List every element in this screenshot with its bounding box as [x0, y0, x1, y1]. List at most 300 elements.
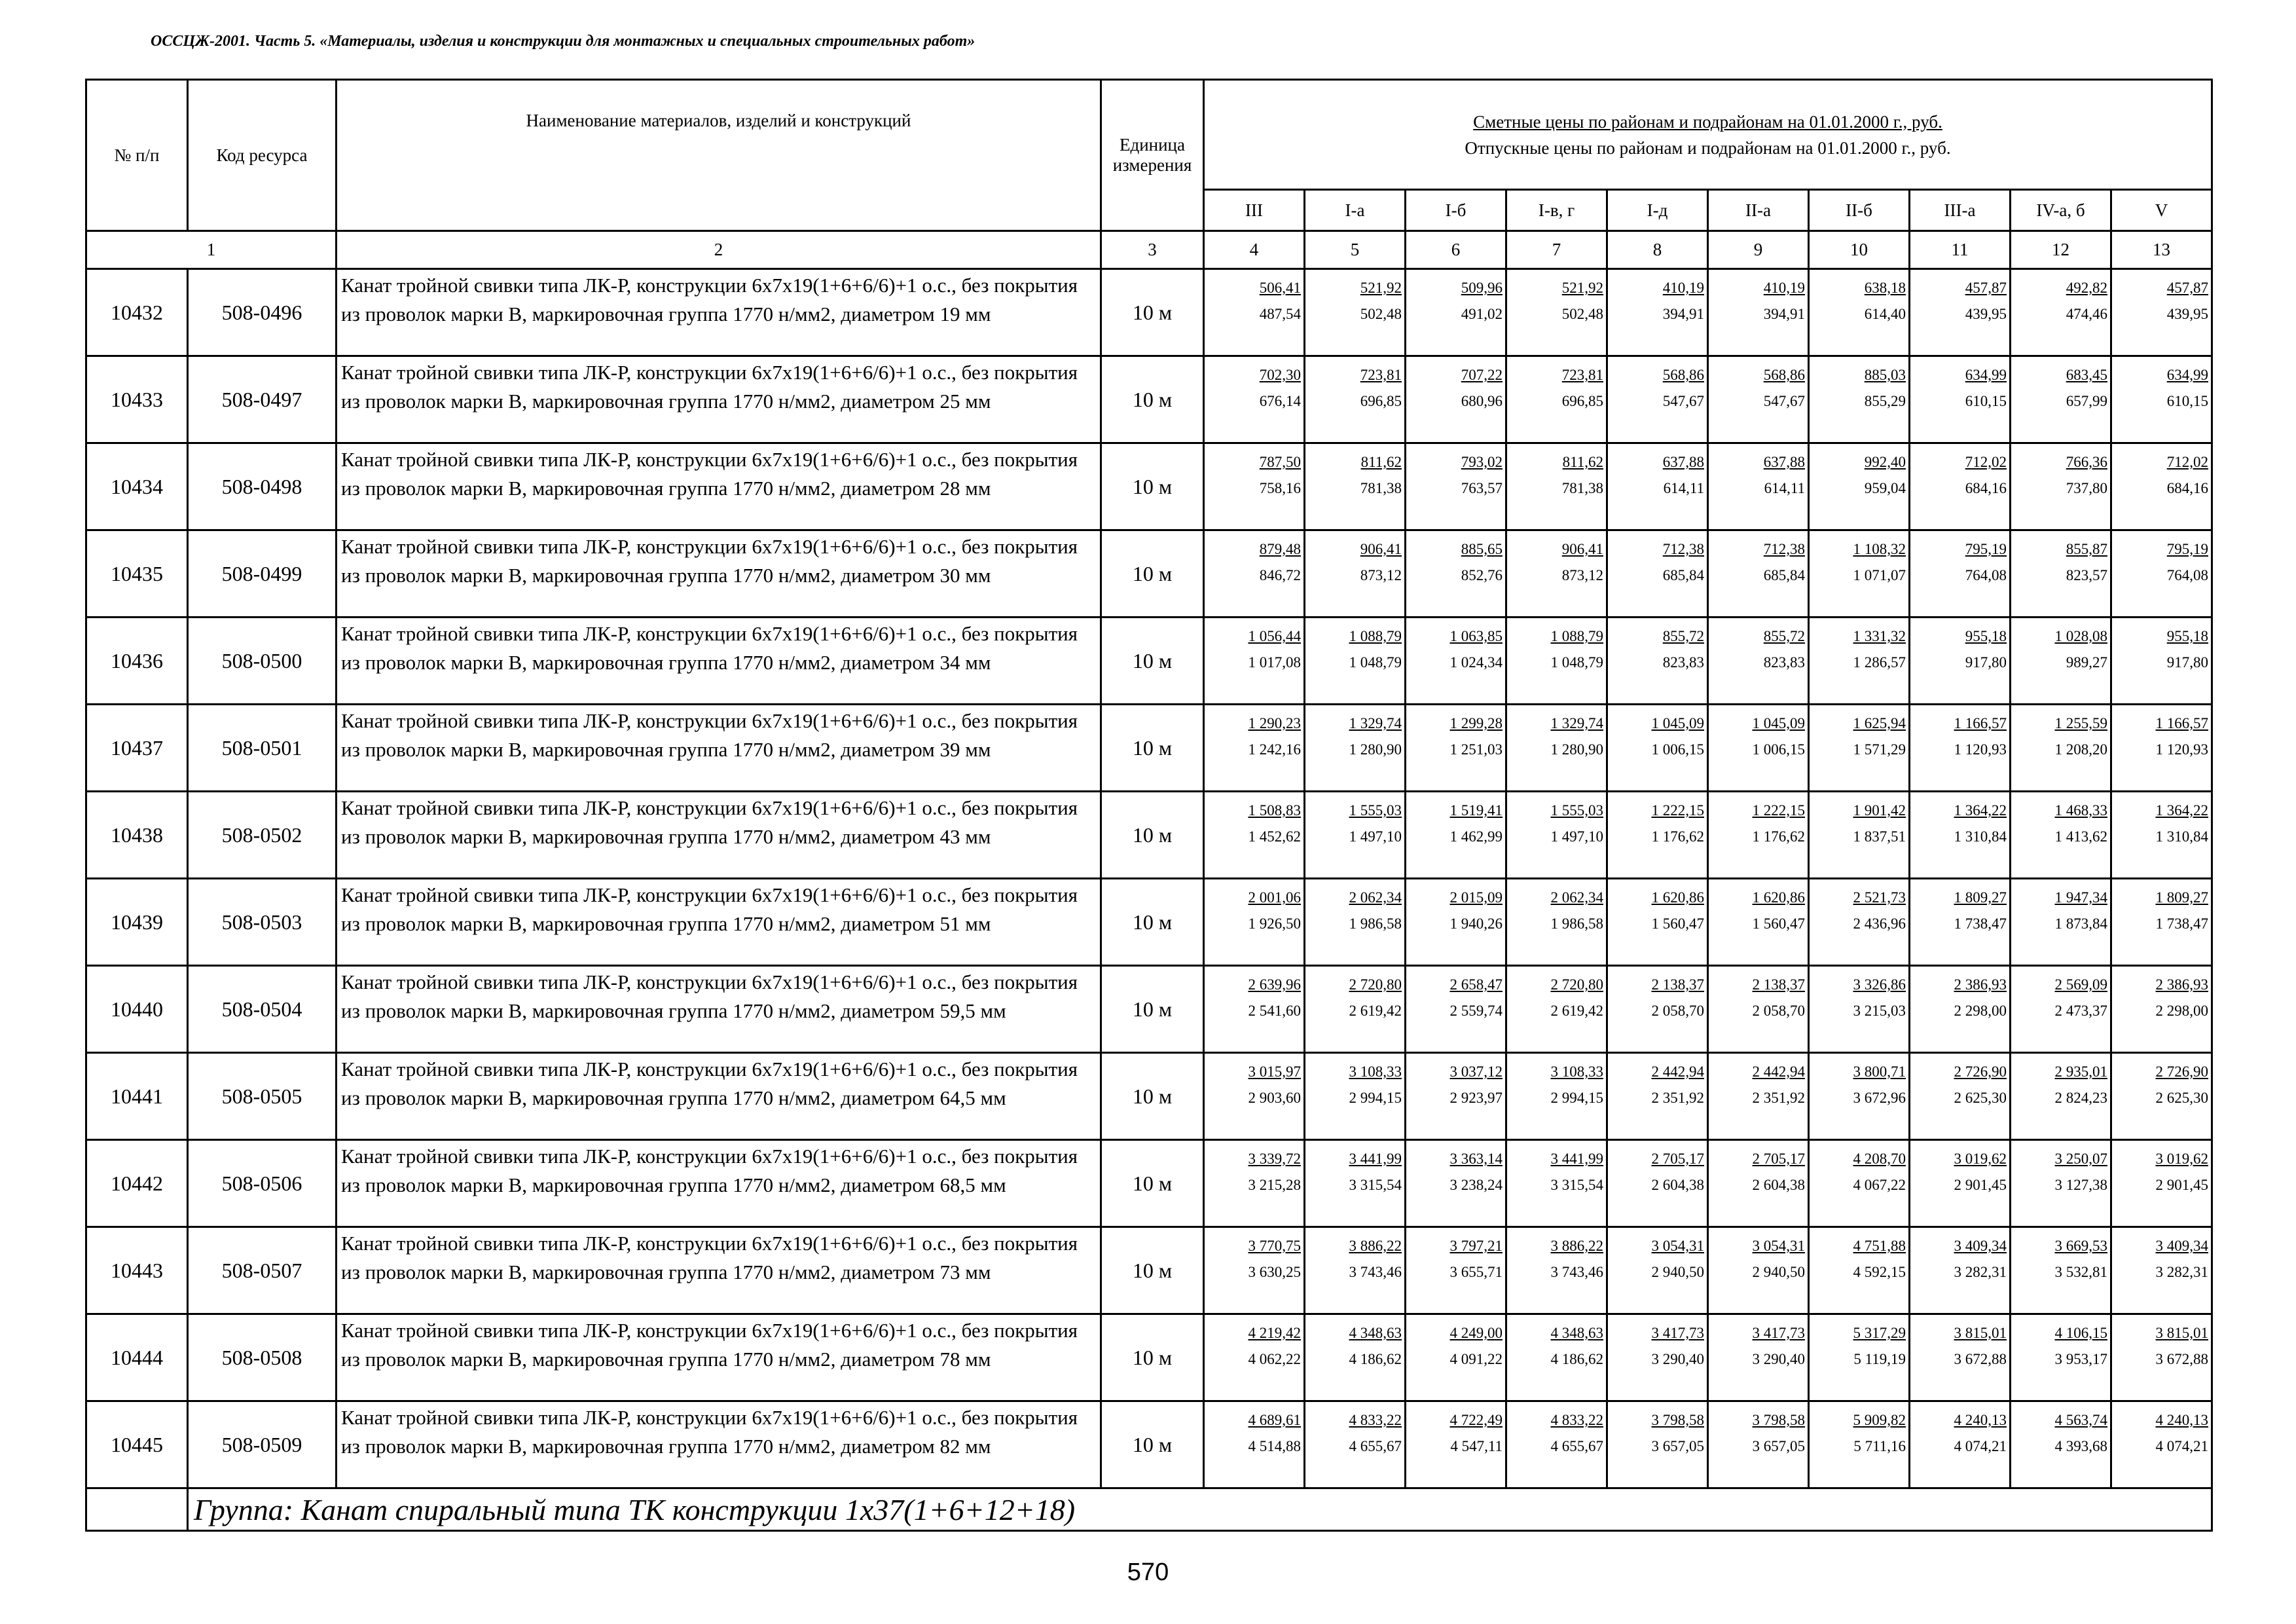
release-price: 4 062,22: [1248, 1351, 1301, 1367]
estimated-price: 1 519,41: [1449, 802, 1503, 819]
price-cell: [2111, 966, 2212, 1053]
release-price: 3 290,40: [1651, 1351, 1704, 1367]
estimated-price: 811,62: [1562, 454, 1603, 470]
price-cell: [1305, 1053, 1406, 1140]
estimated-price: 2 720,80: [1550, 976, 1603, 993]
price-cell: [2111, 1140, 2212, 1227]
price-cell: [1809, 1227, 1910, 1314]
release-price: 5 711,16: [1853, 1438, 1906, 1454]
estimated-price: 1 166,57: [1954, 715, 2007, 731]
estimated-price: 955,18: [1965, 628, 2007, 644]
release-price: 696,85: [1561, 393, 1603, 409]
region-header: I-в, г: [1506, 190, 1607, 231]
release-price: 685,84: [1662, 567, 1704, 583]
release-price: 1 497,10: [1550, 828, 1603, 845]
release-price: 1 310,84: [2155, 828, 2208, 845]
table-row: [86, 1314, 2212, 1401]
estimated-price: 1 028,08: [2054, 628, 2107, 644]
table-row: [86, 269, 2212, 356]
price-cell: [2011, 269, 2111, 356]
release-price: 1 176,62: [1651, 828, 1704, 845]
price-cell: [1910, 269, 2011, 356]
price-cell: [1910, 1053, 2011, 1140]
price-cell: [1204, 792, 1305, 879]
estimated-price: 3 015,97: [1248, 1063, 1301, 1080]
region-header: I-б: [1406, 190, 1506, 231]
release-price: 3 743,46: [1550, 1264, 1603, 1280]
price-cell: [1708, 879, 1809, 966]
price-cell: [2011, 1314, 2111, 1401]
release-price: 2 559,74: [1449, 1003, 1503, 1019]
price-cell: [1506, 1401, 1607, 1488]
estimated-price: 3 019,62: [1954, 1151, 2007, 1167]
price-cell: [1809, 792, 1910, 879]
estimated-price: 712,02: [1965, 454, 2007, 470]
price-cell: [1607, 269, 1708, 356]
price-cell: [2111, 618, 2212, 705]
price-cell: [1406, 705, 1506, 792]
material-name: Канат тройной свивки типа ЛК-Р, конструкции 6х7х19(1+6+6/6)+1 о.с., без покрытия из проволок марки В, маркировочная группа 1770 н/мм2, диаметром 30 мм: [337, 530, 1101, 618]
price-cell: [2011, 1053, 2111, 1140]
release-price: 2 824,23: [2054, 1090, 2107, 1106]
estimated-price: 766,36: [2066, 454, 2107, 470]
estimated-price: 855,72: [1763, 628, 1805, 644]
price-cell: [1204, 879, 1305, 966]
material-name: Канат тройной свивки типа ЛК-Р, конструкции 6х7х19(1+6+6/6)+1 о.с., без покрытия из проволок марки В, маркировочная группа 1770 н/мм2, диаметром 25 мм: [337, 356, 1101, 443]
estimated-price: 3 326,86: [1853, 976, 1906, 993]
price-cell: [2111, 530, 2212, 618]
estimated-price: 2 442,94: [1752, 1063, 1805, 1080]
estimated-price: 5 317,29: [1853, 1325, 1906, 1341]
estimated-price: 879,48: [1259, 541, 1301, 557]
release-price: 439,95: [1965, 306, 2007, 322]
release-price: 3 743,46: [1349, 1264, 1402, 1280]
table-row: [86, 443, 2212, 530]
price-cell: [1607, 879, 1708, 966]
region-header: II-б: [1809, 190, 1910, 231]
release-price: 2 940,50: [1651, 1264, 1704, 1280]
col-header-num: № п/п: [86, 80, 188, 231]
unit: 10 м: [1101, 618, 1204, 705]
release-price: 1 120,93: [2155, 741, 2208, 758]
release-price: 2 901,45: [1954, 1177, 2007, 1193]
price-cell: [2011, 966, 2111, 1053]
price-cell: [1204, 1401, 1305, 1488]
unit: 10 м: [1101, 1401, 1204, 1488]
release-price: 763,57: [1461, 480, 1503, 496]
estimated-price: 2 569,09: [2054, 976, 2107, 993]
price-cell: [1910, 966, 2011, 1053]
price-cell: [1406, 879, 1506, 966]
release-price: 394,91: [1763, 306, 1805, 322]
price-cell: [1910, 1227, 2011, 1314]
column-index: 6: [1406, 231, 1506, 269]
release-price: 737,80: [2066, 480, 2107, 496]
price-cell: [1607, 792, 1708, 879]
release-price: 1 280,90: [1550, 741, 1603, 758]
estimated-price: 1 364,22: [2155, 802, 2208, 819]
material-name: Канат тройной свивки типа ЛК-Р, конструкции 6х7х19(1+6+6/6)+1 о.с., без покрытия из проволок марки В, маркировочная группа 1770 н/мм2, диаметром 59,5 мм: [337, 966, 1101, 1053]
estimated-price: 3 441,99: [1550, 1151, 1603, 1167]
price-cell: [2011, 530, 2111, 618]
release-price: 474,46: [2066, 306, 2107, 322]
price-cell: [1708, 966, 1809, 1053]
release-price: 491,02: [1461, 306, 1503, 322]
price-cell: [1406, 530, 1506, 618]
estimated-price: 1 809,27: [1954, 889, 2007, 906]
price-cell: [1607, 1314, 1708, 1401]
col-header-prices: [1204, 80, 2212, 190]
estimated-price: 2 720,80: [1349, 976, 1402, 993]
unit: 10 м: [1101, 1140, 1204, 1227]
resource-code: 508-0500: [188, 618, 337, 705]
estimated-price: 4 240,13: [2155, 1412, 2208, 1428]
price-cell: [2011, 1227, 2111, 1314]
price-cell: [1305, 1227, 1406, 1314]
release-price: 1 017,08: [1248, 654, 1301, 671]
release-price: 502,48: [1561, 306, 1603, 322]
row-number: 10434: [86, 443, 188, 530]
release-price: 676,14: [1259, 393, 1301, 409]
release-price: 2 436,96: [1853, 915, 1906, 932]
estimated-price: 906,41: [1360, 541, 1402, 557]
price-cell: [1305, 1314, 1406, 1401]
release-price: 1 208,20: [2054, 741, 2107, 758]
estimated-price: 3 815,01: [1954, 1325, 2007, 1341]
price-cell: [1305, 269, 1406, 356]
price-cell: [1406, 443, 1506, 530]
release-price: 1 560,47: [1752, 915, 1805, 932]
price-cell: [1809, 705, 1910, 792]
unit: 10 м: [1101, 1053, 1204, 1140]
estimated-price: 992,40: [1864, 454, 1906, 470]
estimated-price: 492,82: [2066, 280, 2107, 296]
estimated-price: 885,65: [1461, 541, 1503, 557]
estimated-price: 2 726,90: [1954, 1063, 2007, 1080]
price-cell: [2111, 1401, 2212, 1488]
estimated-price: 3 886,22: [1550, 1238, 1603, 1254]
price-cell: [1708, 356, 1809, 443]
release-price: 3 532,81: [2054, 1264, 2107, 1280]
release-price: 4 091,22: [1449, 1351, 1503, 1367]
material-name: Канат тройной свивки типа ЛК-Р, конструкции 6х7х19(1+6+6/6)+1 о.с., без покрытия из проволок марки В, маркировочная группа 1770 н/мм2, диаметром 51 мм: [337, 879, 1101, 966]
price-cell: [1305, 618, 1406, 705]
price-cell: [1607, 1140, 1708, 1227]
estimated-price: 811,62: [1360, 454, 1402, 470]
estimated-price: 1 290,23: [1248, 715, 1301, 731]
estimated-price: 1 809,27: [2155, 889, 2208, 906]
estimated-price: 637,88: [1662, 454, 1704, 470]
column-index: 4: [1204, 231, 1305, 269]
unit: 10 м: [1101, 1227, 1204, 1314]
resource-code: 508-0509: [188, 1401, 337, 1488]
release-price: 1 560,47: [1651, 915, 1704, 932]
price-cell: [1708, 269, 1809, 356]
price-cell: [1910, 530, 2011, 618]
estimated-price: 1 088,79: [1349, 628, 1402, 644]
resource-code: 508-0497: [188, 356, 337, 443]
table-row: [86, 1401, 2212, 1488]
price-cell: [1809, 269, 1910, 356]
price-cell: [1305, 1401, 1406, 1488]
price-cell: [2111, 269, 2212, 356]
estimated-price: 1 508,83: [1248, 802, 1301, 819]
release-price: 2 994,15: [1550, 1090, 1603, 1106]
release-price: 3 215,28: [1248, 1177, 1301, 1193]
release-price: 4 186,62: [1349, 1351, 1402, 1367]
estimated-price: 1 166,57: [2155, 715, 2208, 731]
price-cell: [1204, 443, 1305, 530]
estimated-price: 955,18: [2166, 628, 2208, 644]
price-cell: [1204, 1053, 1305, 1140]
release-price: 823,83: [1662, 654, 1704, 671]
price-cell: [1910, 443, 2011, 530]
estimated-price: 3 669,53: [2054, 1238, 2107, 1254]
estimated-price: 1 555,03: [1349, 802, 1402, 819]
resource-code: 508-0498: [188, 443, 337, 530]
release-price: 3 290,40: [1752, 1351, 1805, 1367]
region-header: I-д: [1607, 190, 1708, 231]
col-header-code: Код ресурса: [188, 80, 337, 231]
release-price: 4 514,88: [1248, 1438, 1301, 1454]
release-price: 439,95: [2166, 306, 2208, 322]
price-cell: [1406, 1140, 1506, 1227]
row-number: 10433: [86, 356, 188, 443]
release-price: 1 497,10: [1349, 828, 1402, 845]
price-cell: [2111, 356, 2212, 443]
release-price: 394,91: [1662, 306, 1704, 322]
material-name: Канат тройной свивки типа ЛК-Р, конструкции 6х7х19(1+6+6/6)+1 о.с., без покрытия из проволок марки В, маркировочная группа 1770 н/мм2, диаметром 64,5 мм: [337, 1053, 1101, 1140]
release-price: 5 119,19: [1853, 1351, 1906, 1367]
estimated-price: 638,18: [1864, 280, 1906, 296]
release-price: 3 953,17: [2054, 1351, 2107, 1367]
price-cell: [1305, 792, 1406, 879]
price-cell: [1305, 879, 1406, 966]
release-price: 1 738,47: [1954, 915, 2007, 932]
release-price: 610,15: [2166, 393, 2208, 409]
release-price: 3 672,88: [1954, 1351, 2007, 1367]
column-index: 1: [86, 231, 337, 269]
estimated-price: 1 364,22: [1954, 802, 2007, 819]
estimated-price: 3 409,34: [1954, 1238, 2007, 1254]
price-cell: [1809, 1140, 1910, 1227]
table-row: [86, 618, 2212, 705]
estimated-price: 4 833,22: [1550, 1412, 1603, 1428]
release-price: 487,54: [1259, 306, 1301, 322]
price-cell: [1406, 356, 1506, 443]
release-price: 1 926,50: [1248, 915, 1301, 932]
estimated-price: 1 222,15: [1651, 802, 1704, 819]
release-price: 2 619,42: [1349, 1003, 1402, 1019]
resource-code: 508-0505: [188, 1053, 337, 1140]
region-header: I-а: [1305, 190, 1406, 231]
release-price: 873,12: [1360, 567, 1402, 583]
price-cell: [2011, 879, 2111, 966]
price-cell: [1910, 705, 2011, 792]
release-price: 1 452,62: [1248, 828, 1301, 845]
estimated-price: 5 909,82: [1853, 1412, 1906, 1428]
resource-code: 508-0501: [188, 705, 337, 792]
estimated-price: 3 339,72: [1248, 1151, 1301, 1167]
release-price: 4 592,15: [1853, 1264, 1906, 1280]
estimated-price: 702,30: [1259, 367, 1301, 383]
estimated-price: 1 620,86: [1651, 889, 1704, 906]
estimated-price: 2 386,93: [2155, 976, 2208, 993]
estimated-price: 3 886,22: [1349, 1238, 1402, 1254]
estimated-price: 1 045,09: [1651, 715, 1704, 731]
release-price: 3 657,05: [1651, 1438, 1704, 1454]
estimated-price: 4 348,63: [1550, 1325, 1603, 1341]
row-number: 10437: [86, 705, 188, 792]
estimated-price: 2 015,09: [1449, 889, 1503, 906]
estimated-price: 2 138,37: [1752, 976, 1805, 993]
price-cell: [2111, 792, 2212, 879]
release-price: 4 393,68: [2054, 1438, 2107, 1454]
release-price: 2 903,60: [1248, 1090, 1301, 1106]
price-cell: [2011, 1140, 2111, 1227]
estimated-price: 4 208,70: [1853, 1151, 1906, 1167]
estimated-price: 509,96: [1461, 280, 1503, 296]
region-header: V: [2111, 190, 2212, 231]
estimated-price: 410,19: [1763, 280, 1805, 296]
release-price: 696,85: [1360, 393, 1402, 409]
release-price: 4 547,11: [1450, 1438, 1503, 1454]
estimated-price: 3 019,62: [2155, 1151, 2208, 1167]
row-number: 10445: [86, 1401, 188, 1488]
release-price: 1 310,84: [1954, 828, 2007, 845]
row-number: 10440: [86, 966, 188, 1053]
row-number: 10442: [86, 1140, 188, 1227]
release-price: 2 901,45: [2155, 1177, 2208, 1193]
column-index: 11: [1910, 231, 2011, 269]
price-cell: [1809, 966, 1910, 1053]
estimated-price: 4 106,15: [2054, 1325, 2107, 1341]
estimated-price: 2 138,37: [1651, 976, 1704, 993]
release-price: 1 071,07: [1853, 567, 1906, 583]
price-cell: [1506, 443, 1607, 530]
release-price: 547,67: [1763, 393, 1805, 409]
price-cell: [1708, 443, 1809, 530]
release-price: 2 298,00: [2155, 1003, 2208, 1019]
estimated-price: 4 751,88: [1853, 1238, 1906, 1254]
price-cell: [1607, 966, 1708, 1053]
price-cell: [2011, 705, 2111, 792]
price-cell: [1406, 1401, 1506, 1488]
region-header: III-а: [1910, 190, 2011, 231]
price-cell: [2011, 356, 2111, 443]
material-name: Канат тройной свивки типа ЛК-Р, конструкции 6х7х19(1+6+6/6)+1 о.с., без покрытия из проволок марки В, маркировочная группа 1770 н/мм2, диаметром 73 мм: [337, 1227, 1101, 1314]
estimated-price: 885,03: [1864, 367, 1906, 383]
release-price: 1 006,15: [1651, 741, 1704, 758]
page-header: ОССЦЖ-2001. Часть 5. «Материалы, изделия и конструкции для монтажных и специальных строительных работ»: [151, 33, 975, 50]
estimated-price: 787,50: [1259, 454, 1301, 470]
estimated-price: 2 639,96: [1248, 976, 1301, 993]
estimated-price: 1 088,79: [1550, 628, 1603, 644]
estimated-price: 1 222,15: [1752, 802, 1805, 819]
estimated-price: 3 250,07: [2054, 1151, 2107, 1167]
estimated-price: 2 705,17: [1752, 1151, 1805, 1167]
column-index: 10: [1809, 231, 1910, 269]
row-number: 10439: [86, 879, 188, 966]
estimated-price: 2 935,01: [2054, 1063, 2107, 1080]
price-cell: [2111, 443, 2212, 530]
resource-code: 508-0508: [188, 1314, 337, 1401]
estimated-price: 2 726,90: [2155, 1063, 2208, 1080]
estimated-price: 1 620,86: [1752, 889, 1805, 906]
release-price: 4 067,22: [1853, 1177, 1906, 1193]
page-number: 570: [1127, 1559, 1169, 1586]
price-cell: [1506, 1053, 1607, 1140]
price-cell: [1406, 1314, 1506, 1401]
estimated-price: 568,86: [1662, 367, 1704, 383]
resource-code: 508-0503: [188, 879, 337, 966]
price-cell: [1506, 530, 1607, 618]
unit: 10 м: [1101, 792, 1204, 879]
price-cell: [1406, 1227, 1506, 1314]
price-cell: [1910, 879, 2011, 966]
price-cell: [1910, 618, 2011, 705]
release-price: 917,80: [2166, 654, 2208, 671]
group-title: Группа: Канат спиральный типа ТК конструкции 1х37(1+6+12+18): [188, 1488, 2212, 1531]
column-index: 9: [1708, 231, 1809, 269]
row-number: 10438: [86, 792, 188, 879]
release-price: 1 242,16: [1248, 741, 1301, 758]
price-cell: [1204, 1227, 1305, 1314]
estimated-price: 1 063,85: [1449, 628, 1503, 644]
price-cell: [1305, 705, 1406, 792]
price-cell: [1305, 966, 1406, 1053]
price-cell: [1809, 1401, 1910, 1488]
price-cell: [2011, 1401, 2111, 1488]
estimated-price: 2 442,94: [1651, 1063, 1704, 1080]
release-price: 3 215,03: [1853, 1003, 1906, 1019]
column-index: 5: [1305, 231, 1406, 269]
price-cell: [1506, 792, 1607, 879]
unit: 10 м: [1101, 705, 1204, 792]
group-empty-cell: [86, 1488, 188, 1531]
row-number: 10443: [86, 1227, 188, 1314]
release-price: 1 176,62: [1752, 828, 1805, 845]
estimated-price: 637,88: [1763, 454, 1805, 470]
estimated-price: 2 062,34: [1550, 889, 1603, 906]
release-price: 657,99: [2066, 393, 2107, 409]
estimated-price: 3 108,33: [1349, 1063, 1402, 1080]
price-cell: [1204, 530, 1305, 618]
release-price: 3 282,31: [2155, 1264, 2208, 1280]
release-price: 684,16: [1965, 480, 2007, 496]
estimated-price: 1 299,28: [1449, 715, 1503, 731]
price-cell: [2111, 1227, 2212, 1314]
estimated-price: 3 108,33: [1550, 1063, 1603, 1080]
price-cell: [1506, 269, 1607, 356]
price-cell: [1607, 1401, 1708, 1488]
column-index: 8: [1607, 231, 1708, 269]
estimated-price: 568,86: [1763, 367, 1805, 383]
price-cell: [1506, 705, 1607, 792]
release-price: 1 837,51: [1853, 828, 1906, 845]
estimated-price: 3 815,01: [2155, 1325, 2208, 1341]
estimated-price: 1 329,74: [1550, 715, 1603, 731]
estimated-price: 521,92: [1561, 280, 1603, 296]
material-name: Канат тройной свивки типа ЛК-Р, конструкции 6х7х19(1+6+6/6)+1 о.с., без покрытия из проволок марки В, маркировочная группа 1770 н/мм2, диаметром 68,5 мм: [337, 1140, 1101, 1227]
release-price: 2 625,30: [2155, 1090, 2208, 1106]
estimated-price: 634,99: [1965, 367, 2007, 383]
material-name: Канат тройной свивки типа ЛК-Р, конструкции 6х7х19(1+6+6/6)+1 о.с., без покрытия из проволок марки В, маркировочная группа 1770 н/мм2, диаметром 39 мм: [337, 705, 1101, 792]
price-cell: [1809, 443, 1910, 530]
price-cell: [1607, 1053, 1708, 1140]
column-index: 13: [2111, 231, 2212, 269]
estimated-price: 3 770,75: [1248, 1238, 1301, 1254]
